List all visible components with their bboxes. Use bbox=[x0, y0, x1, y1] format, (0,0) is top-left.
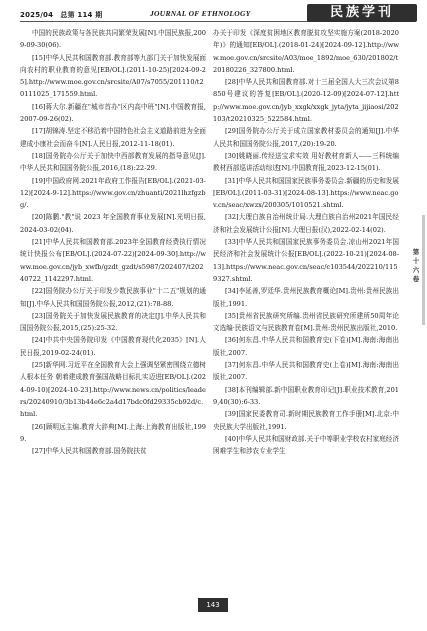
reference-item: [40]中华人民共和国财政部.关于中等职业学校农村家庭经济困难学生和涉农专业学生 bbox=[213, 434, 399, 456]
reference-item: [38]本刊编辑部.新中国职业教育印记[J].职业技术教育,2019,40(30):6-33. bbox=[213, 385, 399, 406]
reference-item: 中国的民族政策与各民族共同繁荣发展[N].中国民族报,2009-09-30(06). bbox=[20, 29, 206, 50]
reference-item: [35]贵州省民族研究所编.贵州省民族研究所建所50周年论文选编·民族语文与民族教育卷[M].贵州:贵州民族出版社,2010. bbox=[213, 311, 399, 333]
volume-side-tab: 第 十 六 卷 bbox=[412, 248, 420, 283]
reference-item: 办关于印发《深度贫困地区教育脱贫攻坚实施方案(2018-2020年)》的通知[EB/OL].(2018-01-24)[2024-09-12].http://www.moe.gov.cn/srcsite/A03/moe_1892/moe_630/201802/t20180226_327800.html. bbox=[213, 29, 399, 74]
reference-item: [29]国务院办公厅关于成立国家教材委员会的通知[J].中华人民共和国国务院公报,2017,(20):19-20. bbox=[213, 127, 399, 148]
reference-item: [21]中华人民共和国教育部.2023年全国教育经费执行情况统计快报公布[EB/OL].(2024-07-22)[2024-09-30].http://www.moe.gov.cn/jyb_xwfb/gzdt_gzdt/s5987/202407/t20240722_1142297.html. bbox=[20, 238, 206, 283]
journal-logo: 民族学刊 bbox=[307, 4, 417, 22]
reference-item: [26]顾明远主编.教育大辞典[M].上海:上海教育出版社,1999. bbox=[20, 422, 206, 443]
reference-item: [23]国务院关于加快发展民族教育的决定[J].中华人民共和国国务院公报,2015,(25):25-32. bbox=[20, 311, 206, 333]
references-right-column bbox=[213, 27, 399, 457]
header-rule bbox=[20, 21, 320, 22]
page-header bbox=[0, 0, 427, 24]
reference-item: [27]中华人民共和国教育部.国务院扶贫 bbox=[32, 447, 147, 456]
issue-label: 2025/04 总第 114 期 bbox=[20, 11, 103, 19]
reference-item: [32]大理白族自治州统计局.大理白族自治州2021年国民经济和社会发展统计公报[N].大理日报(汉),2022-02-14(02). bbox=[213, 213, 399, 234]
reference-item: [15]中华人民共和国教育部.教育部等九部门关于加快发展面向农村的职业教育的意见[EB/OL].(2011-10-25)[2024-09-25].http://www.moe.gov.cn/srcsite/A07/s7055/201110/t20111025_171559.html. bbox=[20, 53, 206, 99]
reference-item: [31]中华人民共和国国家民族事务委员会.新疆的历史和发展[EB/OL].(2011-03-31)[2024-08-13].https://www.neac.gov.cn/seac/xwzx/200305/1010521.shtml. bbox=[213, 176, 399, 210]
references-left-column bbox=[20, 27, 206, 457]
reference-item: [30]姚晓丽.传经送宝求实效 用好教材育新人——三科统编教材西部巡讲活动综述[N].中国教育报,2023-12-15(01). bbox=[213, 151, 399, 173]
reference-item: [33]中华人民共和国国家民族事务委员会.凉山州2021年国民经济和社会发展统计公报[EB/OL].(2022-10-21)[2024-08-13].https://www.neac.gov.cn/seac/c103544/202210/1159327.shtml. bbox=[213, 238, 399, 283]
reference-item: [16]蒋大尔.新疆在"城市首办"区内高中班"[N].中国教育报,2007-09-26(02). bbox=[20, 102, 206, 124]
reference-item: [24]中共中央国务院印发《中国教育现代化2035》[N].人民日报,2019-02-24(01). bbox=[20, 336, 206, 357]
reference-item: [22]国务院办公厅关于印发少数民族事业"十二五"规划的通知[J].中华人民共和国国务院公报,2012,(21):78-88. bbox=[20, 287, 206, 308]
reference-item: [20]陈鹏."教"说 2023 年全国教育事业发展[N].光明日报,2024-03-02(04). bbox=[20, 213, 206, 234]
reference-item: [39]国家民委教育司.新时期民族教育工作手册[M].北京:中央民族大学出版社,1991. bbox=[213, 410, 399, 431]
reference-item: [28]中华人民共和国教育部.对十三届全国人大三次会议第8850号建议的答复[EB/OL].(2020-12-09)[2024-07-12].http://www.moe.gov.cn/jyb_xxgk/xxgk_jyta/jyta_jijiaosi/202103/t20210325_522584.html. bbox=[213, 78, 399, 124]
page-number: 143 bbox=[198, 598, 228, 612]
reference-item: [34]李延善,罗廷华.贵州民族教育概论[M].贵州:贵州民族出版社,1991. bbox=[213, 287, 399, 308]
reference-item: [19]中国政府网.2021年政府工作报告[EB/OL].(2021-03-12)[2024-9-12].https://www.gov.cn/zhuanti/2021lhzfgzbg/. bbox=[20, 176, 206, 210]
reference-item: [17]胡锦涛.坚定不移沿着中国特色社会主义道路前进为全面建成小康社会而奋斗[N].人民日报,2012-11-18(01). bbox=[20, 127, 206, 148]
reference-item: [36]何东昌.中华人民共和国教育史(下卷)[M].海南:海南出版社,2007. bbox=[213, 336, 399, 357]
reference-item: [25]新华网.习近平在全国教育大会上强调坚紧密围绕立德树人根本任务 朝着建成教育强国战略目标扎实迈进[EB/OL].(2024-09-10)[2024-10-23].http://www.news.cn/politics/leaders/20240910/3b13b44e6c2a4d17bdc0fd29335cb92d/c.html. bbox=[20, 361, 206, 419]
reference-item: [37]何东昌.中华人民共和国教育史(上卷)[M].海南:海南出版社,2007. bbox=[213, 361, 399, 382]
journal-name: JOURNAL OF ETHNOLOGY bbox=[150, 9, 251, 18]
reference-item: [18]国务院办公厅关于加快中西部教育发展的指导意见[J].中华人民共和国国务院公报,2016,(18):22-29. bbox=[20, 151, 206, 173]
